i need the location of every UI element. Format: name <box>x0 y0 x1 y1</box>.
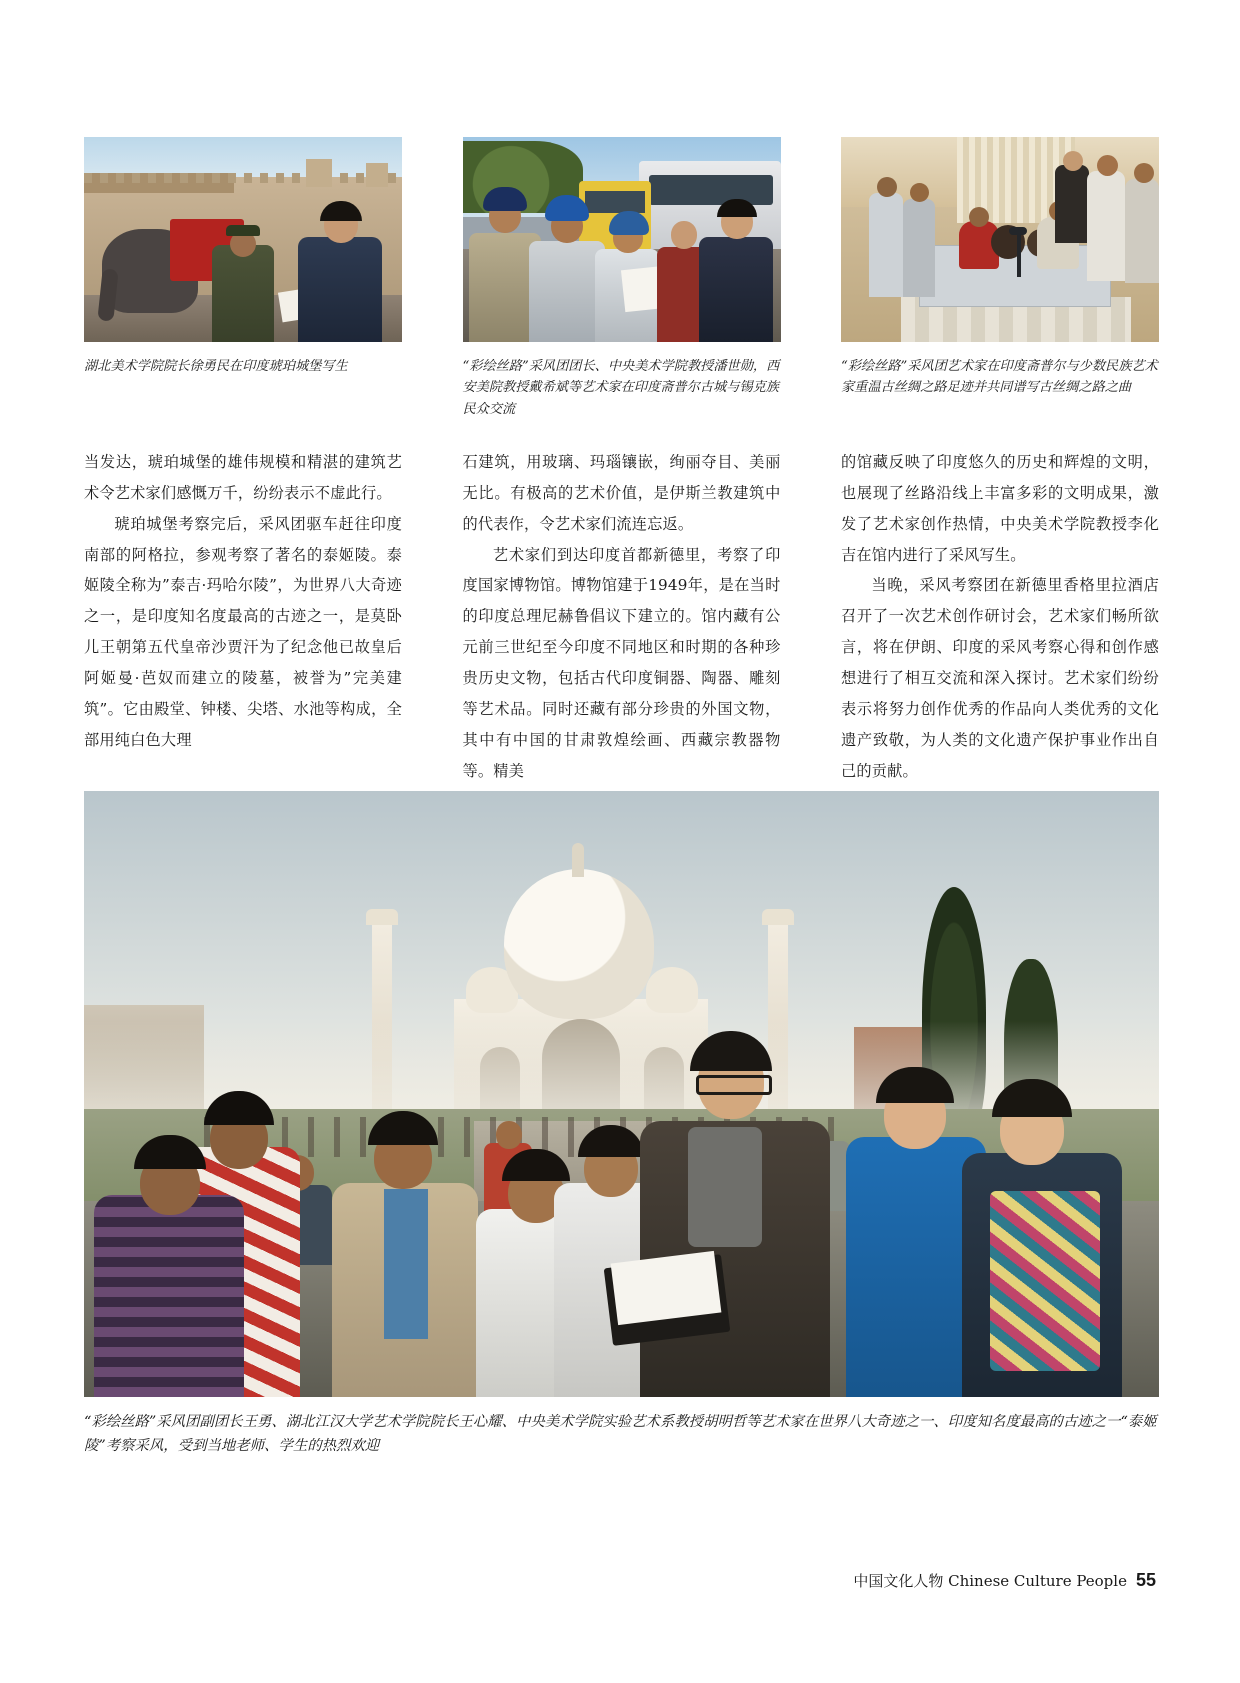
audience-2-head <box>910 183 929 202</box>
artist-sweater <box>688 1127 762 1247</box>
woman-red-head <box>671 221 697 249</box>
photo-block-music <box>841 137 1159 420</box>
taj-small-dome-right <box>646 967 698 1013</box>
photo-taj-mahal-group <box>84 791 1159 1397</box>
audience-1-head <box>877 177 897 197</box>
photo-caption: 湖北美术学院院长徐勇民在印度琥珀城堡写生 <box>84 359 348 374</box>
turban-navy <box>483 187 527 211</box>
background-person-2-head <box>496 1121 522 1149</box>
paragraph: 石建筑，用玻璃、玛瑙镶嵌，绚丽夺目、美丽无比。有极高的艺术价值，是伊斯兰教建筑中的代表作，令艺术家们流连忘返。 <box>462 453 781 533</box>
soldier-beret <box>226 225 260 236</box>
photo-caption: “彩绘丝路”采风团团长、中央美术学院教授潘世勋，西安美院教授戴希斌等艺术家在印度斋普尔古城与锡克族民众交流 <box>462 359 780 417</box>
boy-plaid-shirt <box>94 1195 244 1397</box>
chinese-artist-figure <box>699 237 773 342</box>
audience-4 <box>1087 171 1125 281</box>
text-column-1 <box>84 447 402 786</box>
audience-4-head <box>1097 155 1118 176</box>
paragraph: 的馆藏反映了印度悠久的历史和辉煌的文明，也展现了丝路沿线上丰富多彩的文明成果，激发了艺术家创作热情，中央美术学院教授李化吉在馆内进行了采风写生。 <box>841 453 1159 564</box>
page-number: 55 <box>1135 1570 1156 1590</box>
artist-figure <box>298 237 382 342</box>
photo-jaipur-exchange <box>463 137 781 342</box>
minaret-right-top <box>762 909 794 925</box>
big-photo-block <box>84 791 1159 1459</box>
woman-artist-scarf <box>990 1191 1100 1371</box>
paragraph: 当晚，采风考察团在新德里香格里拉酒店召开了一次艺术创作研讨会，艺术家们畅所欲言，将在伊朗、印度的采风考察心得和创作感想进行了相互交流和深入探讨。艺术家们纷纷表示将努力创作优秀的作品向人类优秀的文化遗产致敬，为人类的文化遗产保护事业作出自己的贡献。 <box>841 576 1159 780</box>
paragraph: 艺术家们到达印度首都新德里，考察了印度国家博物馆。博物馆建于1949年，是在当时的印度总理尼赫鲁倡议下建立的。馆内藏有公元前三世纪至今印度不同地区和时期的各种珍贵历史文物，包括古代印度铜器、陶器、雕刻等艺术品。同时还藏有部分珍贵的外国文物，其中有中国的甘肃敦煌绘画、西藏宗教器物等。精美 <box>462 545 781 780</box>
bus-window <box>649 175 773 205</box>
bus-window-yellow <box>585 191 645 213</box>
top-photo-row <box>84 137 1159 420</box>
minaret-left-top <box>366 909 398 925</box>
text-column-2 <box>463 447 781 786</box>
big-photo-caption: “彩绘丝路”采风团副团长王勇、湖北江汉大学艺术学院院长王心耀、中央美术学院实验艺术系教授胡明哲等艺术家在世界八大奇迹之一、印度知名度最高的古迹之一“泰姬陵”考察采风，受到当地老师、学生的热烈欢迎 <box>84 1414 1157 1454</box>
fort-tower-left <box>306 159 332 187</box>
photo-block-jaipur-exchange <box>463 137 781 420</box>
photo-caption: “彩绘丝路”采风团艺术家在印度斋普尔与少数民族艺术家重温古丝绸之路足迹并共同谱写古丝绸之路之曲 <box>841 359 1158 396</box>
photo-block-amber-fort <box>84 137 402 420</box>
audience-5 <box>1125 179 1159 283</box>
text-column-3 <box>841 447 1159 786</box>
turban-blue-2 <box>609 211 649 235</box>
microphone-stand <box>1017 233 1021 277</box>
sikh-man-2-body <box>529 241 605 342</box>
soldier-figure <box>212 245 274 342</box>
taj-dome-finial <box>572 843 584 877</box>
taj-mahal-dome <box>504 869 654 1019</box>
battlement <box>84 173 402 183</box>
young-man-vest-shirt <box>384 1189 428 1339</box>
body-text-columns <box>84 447 1159 786</box>
fort-tower-right <box>366 163 388 187</box>
paragraph: 琥珀城堡考察完后，采风团驱车赶往印度南部的阿格拉，参观考察了著名的泰姬陵。泰姬陵全称为”泰吉·玛哈尔陵”，为世界八大奇迹之一，是印度知名度最高的古迹之一，是莫卧儿王朝第五代皇帝沙贾汗为了纪念他已故皇后阿姬曼·芭奴而建立的陵墓，被誉为”完美建筑”。它由殿堂、钟楼、尖塔、水池等构成，全部用纯白色大理 <box>84 514 402 749</box>
photo-music <box>841 137 1159 342</box>
footer-publication-name: 中国文化人物 Chinese Culture People <box>853 1572 1127 1590</box>
glasses-icon <box>696 1075 772 1095</box>
audience-2 <box>903 199 935 297</box>
musician-1-head <box>969 207 989 227</box>
photo-amber-fort <box>84 137 402 342</box>
audience-3-head <box>1063 151 1083 171</box>
paragraph: 当发达，琥珀城堡的雄伟规模和精湛的建筑艺术令艺术家们感慨万千，纷纷表示不虚此行。 <box>84 453 402 502</box>
sketchbook-page <box>611 1251 722 1325</box>
audience-3 <box>1055 165 1089 243</box>
page-footer <box>853 1570 1156 1591</box>
audience-5-head <box>1134 163 1154 183</box>
audience-1 <box>869 193 903 297</box>
